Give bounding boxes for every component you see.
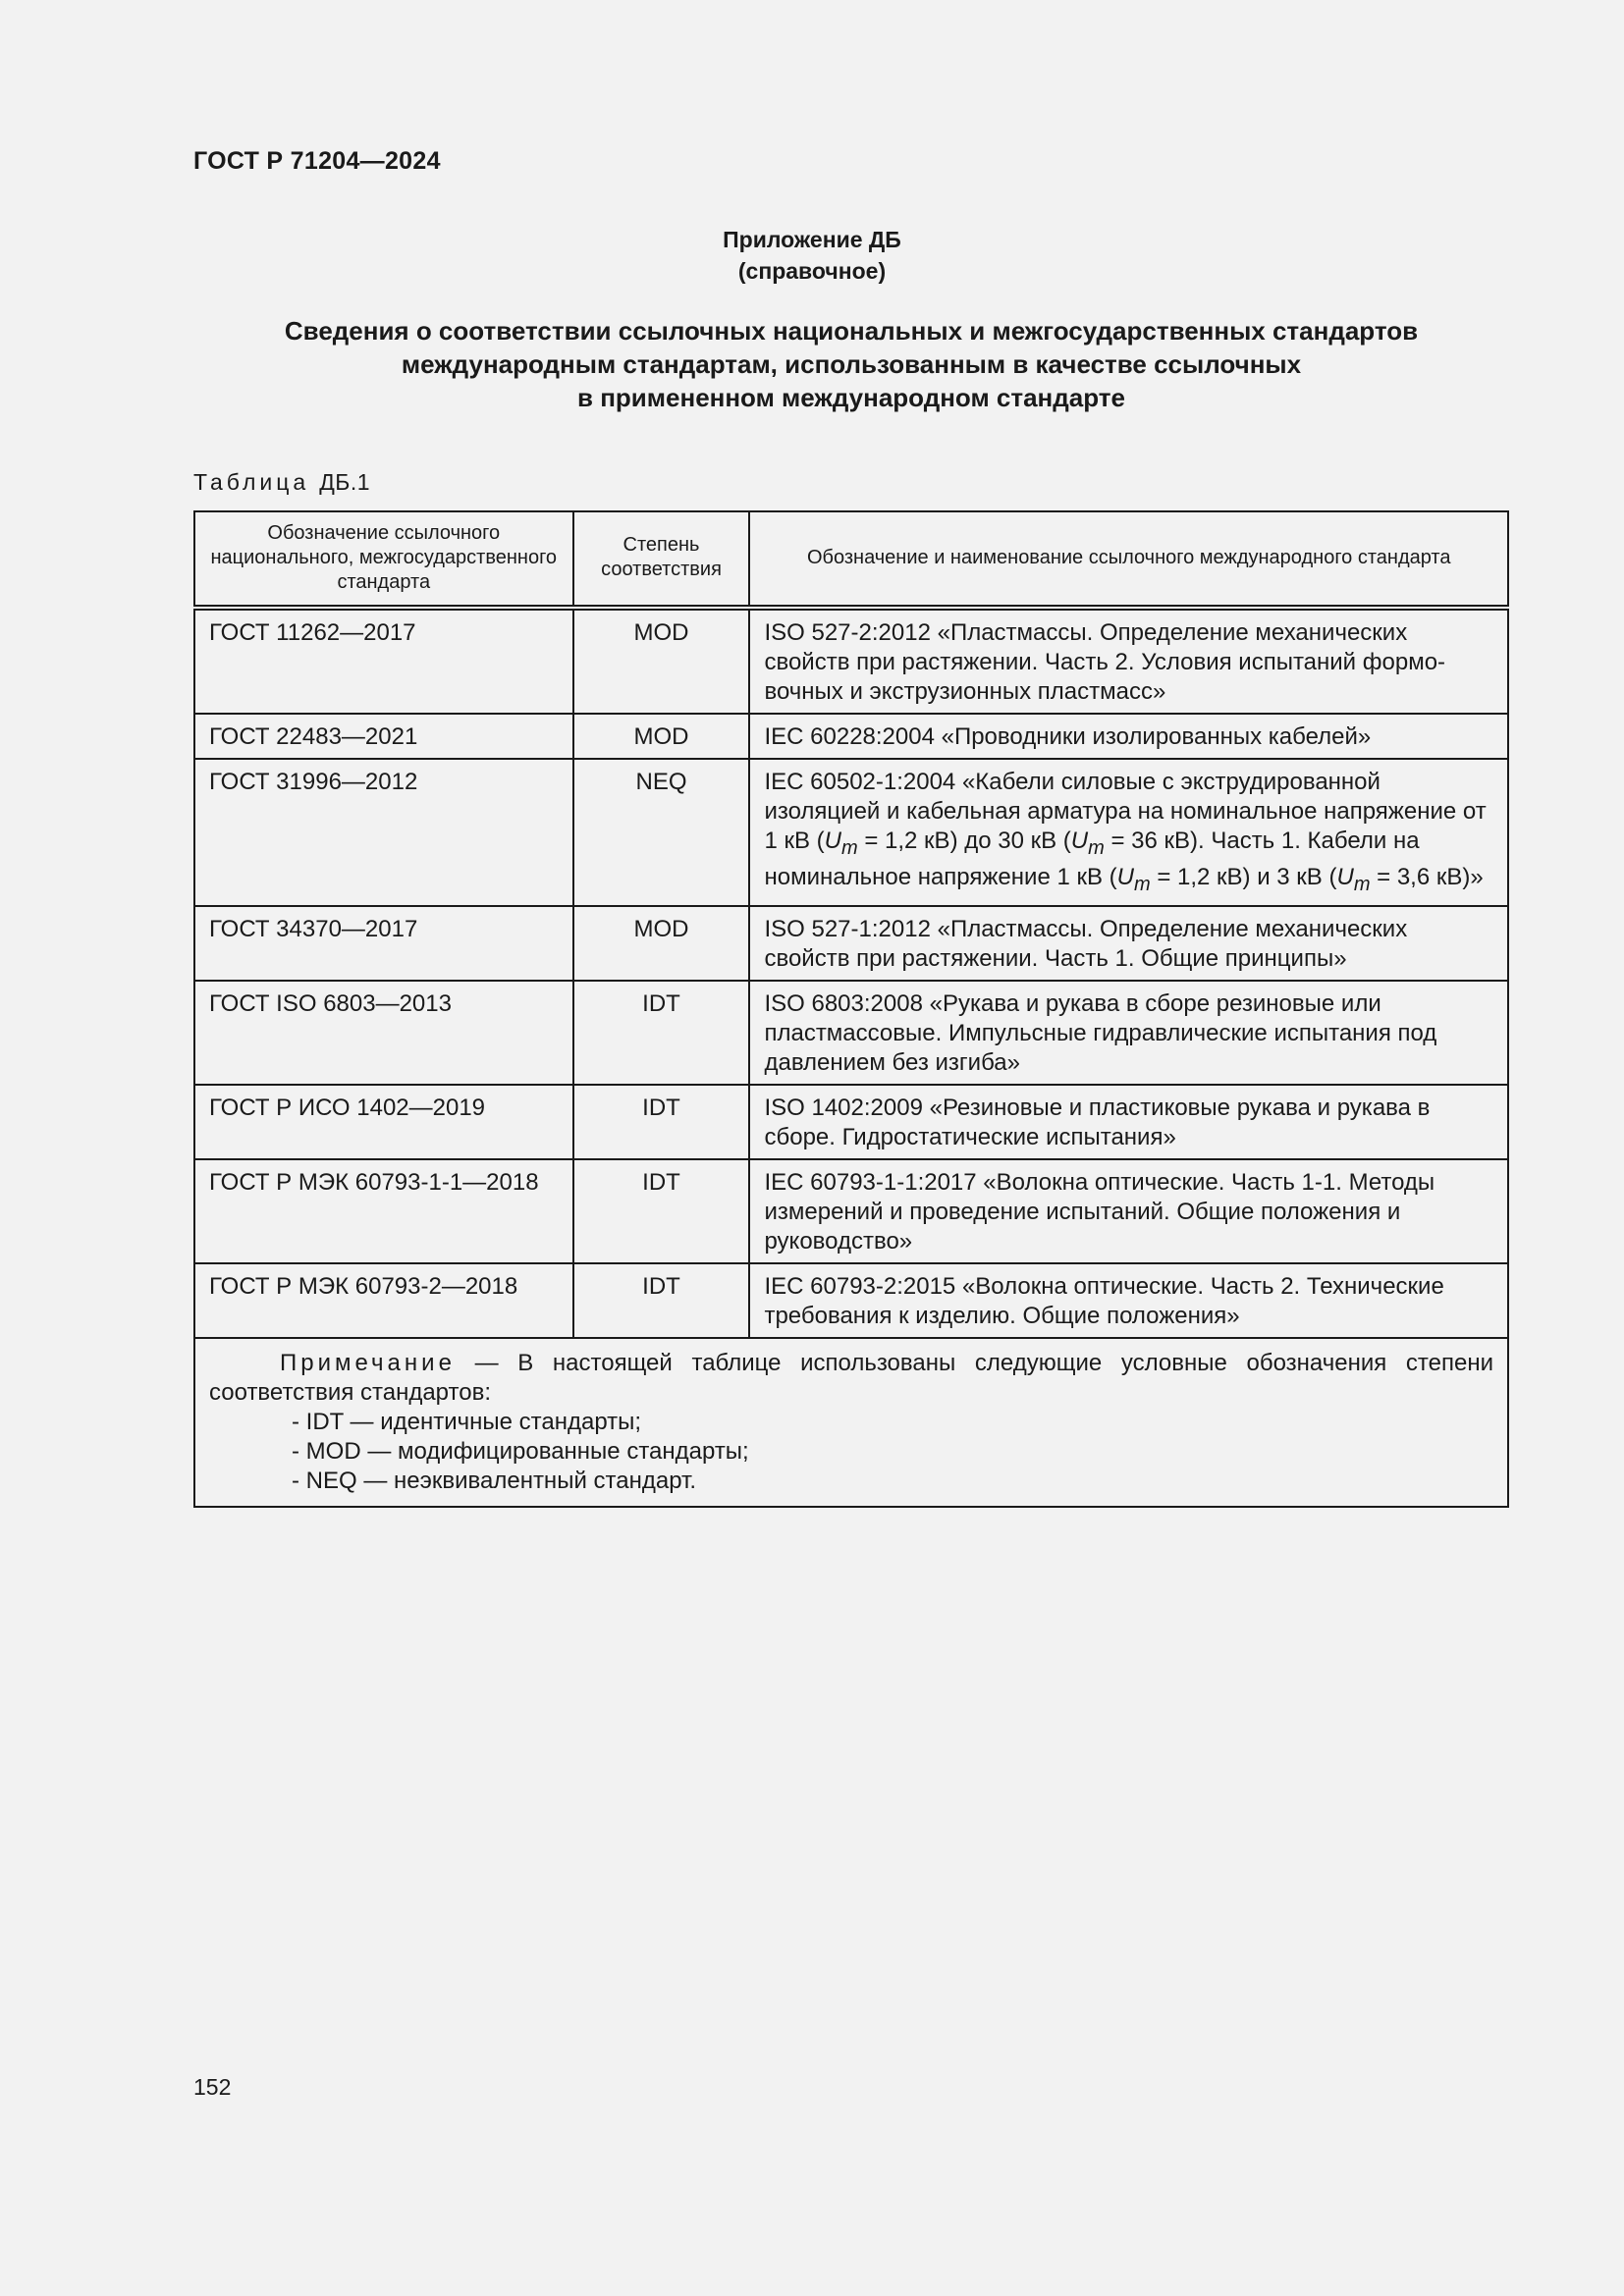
table-note	[194, 1338, 1508, 1507]
degree-cell: IDT	[573, 981, 750, 1085]
degree-cell: MOD	[573, 608, 750, 714]
national-standard-cell: ГОСТ ISO 6803—2013	[194, 981, 573, 1085]
page-number: 152	[193, 2074, 232, 2100]
degree-cell: NEQ	[573, 759, 750, 906]
national-standard-cell: ГОСТ Р ИСО 1402—2019	[194, 1085, 573, 1159]
national-standard-cell: ГОСТ 34370—2017	[194, 906, 573, 981]
appendix-heading	[0, 224, 1624, 287]
voltage-subscript: m	[1088, 836, 1105, 859]
header-degree: Степень соответствия	[573, 511, 750, 608]
table-row	[194, 1159, 1508, 1263]
note-list-item: - IDT — идентичные стандарты;	[292, 1408, 642, 1435]
degree-cell: MOD	[573, 906, 750, 981]
national-standard-cell: ГОСТ Р МЭК 60793-2—2018	[194, 1263, 573, 1338]
header-national-standard: Обозначение ссылочного национального, межгосударственного стандарта	[194, 511, 573, 608]
voltage-symbol: U	[1336, 863, 1354, 890]
international-standard-cell	[749, 759, 1508, 906]
table-row	[194, 1085, 1508, 1159]
international-standard-cell: IEC 60793-2:2015 «Волокна оптические. Часть 2. Технические требования к изделию. Общие положения»	[749, 1263, 1508, 1338]
national-standard-cell: ГОСТ 11262—2017	[194, 608, 573, 714]
table-caption-word: Таблица	[193, 469, 310, 495]
text-segment: = 3,6 кВ)»	[1370, 863, 1484, 890]
note-list-item: - MOD — модифицированные стандарты;	[292, 1437, 749, 1465]
header-international-standard: Обозначение и наименование ссылочного международного стандарта	[749, 511, 1508, 608]
international-standard-cell: ISO 527-1:2012 «Пластмассы. Определение механических свойств при растяжении. Часть 1. Общие принципы»	[749, 906, 1508, 981]
voltage-subscript: m	[1133, 873, 1151, 895]
voltage-subscript: m	[1353, 873, 1371, 895]
table-caption	[193, 469, 370, 496]
note-list-item: - NEQ — неэквивалентный стандарт.	[292, 1467, 697, 1494]
standards-table	[193, 510, 1509, 1508]
table-row	[194, 759, 1508, 906]
text-segment: IEC 60502-1:2004 «Кабели силовые с экструдированной изоляцией и кабельная арматура на номинальное напряжение от 1 кВ (	[764, 769, 1487, 854]
national-standard-cell: ГОСТ 31996—2012	[194, 759, 573, 906]
table-caption-number: ДБ.1	[319, 469, 371, 495]
table-header-row	[194, 511, 1508, 608]
voltage-symbol: U	[1070, 828, 1089, 854]
international-standard-cell: ISO 527-2:2012 «Пластмассы. Определение механических свойств при растяжении. Часть 2. Условия испытаний формо-вочных и экструзионных пластмасс»	[749, 608, 1508, 714]
national-standard-cell: ГОСТ 22483—2021	[194, 714, 573, 759]
text-segment: = 1,2 кВ) и 3 кВ (	[1150, 863, 1337, 890]
section-title-line: международным стандартам, использованным в качестве ссылочных	[401, 349, 1302, 379]
appendix-subtitle: (справочное)	[737, 258, 887, 284]
voltage-symbol: U	[1116, 863, 1134, 890]
international-standard-cell: ISO 6803:2008 «Рукава и рукава в сборе резиновые или пластмассовые. Импульсные гидравлические испытания под давлением без изгиба»	[749, 981, 1508, 1085]
degree-cell: IDT	[573, 1263, 750, 1338]
note-body: — В настоящей таблице использованы следующие условные обозначения степени соответствия стандартов:	[209, 1349, 1493, 1406]
table-row	[194, 608, 1508, 714]
text-segment: = 36 кВ). Часть 1. Кабели на номинальное напряжение 1 кВ (	[764, 828, 1420, 890]
national-standard-cell: ГОСТ Р МЭК 60793-1-1—2018	[194, 1159, 573, 1263]
section-title	[193, 314, 1509, 414]
voltage-subscript: m	[841, 836, 858, 859]
table-row	[194, 714, 1508, 759]
international-standard-cell: IEC 60793-1-1:2017 «Волокна оптические. Часть 1-1. Методы измерений и проведение испытаний. Общие положения и руководство»	[749, 1159, 1508, 1263]
international-standard-cell: ISO 1402:2009 «Резиновые и пластиковые рукава и рукава в сборе. Гидростатические испытания»	[749, 1085, 1508, 1159]
international-standard-cell: IEC 60228:2004 «Проводники изолированных кабелей»	[749, 714, 1508, 759]
appendix-title: Приложение ДБ	[723, 227, 901, 252]
table-note-row	[194, 1338, 1508, 1507]
note-label: Примечание	[280, 1349, 456, 1376]
table-row	[194, 1263, 1508, 1338]
section-title-line: в примененном международном стандарте	[577, 383, 1125, 412]
table-row	[194, 981, 1508, 1085]
text-segment: = 1,2 кВ) до 30 кВ (	[857, 828, 1071, 854]
table-row	[194, 906, 1508, 981]
section-title-line: Сведения о соответствии ссылочных национальных и межгосударственных стандартов	[284, 316, 1419, 346]
note-text	[209, 1349, 1493, 1408]
degree-cell: MOD	[573, 714, 750, 759]
document-code: ГОСТ Р 71204—2024	[193, 147, 441, 175]
degree-cell: IDT	[573, 1159, 750, 1263]
voltage-symbol: U	[824, 828, 841, 854]
degree-cell: IDT	[573, 1085, 750, 1159]
